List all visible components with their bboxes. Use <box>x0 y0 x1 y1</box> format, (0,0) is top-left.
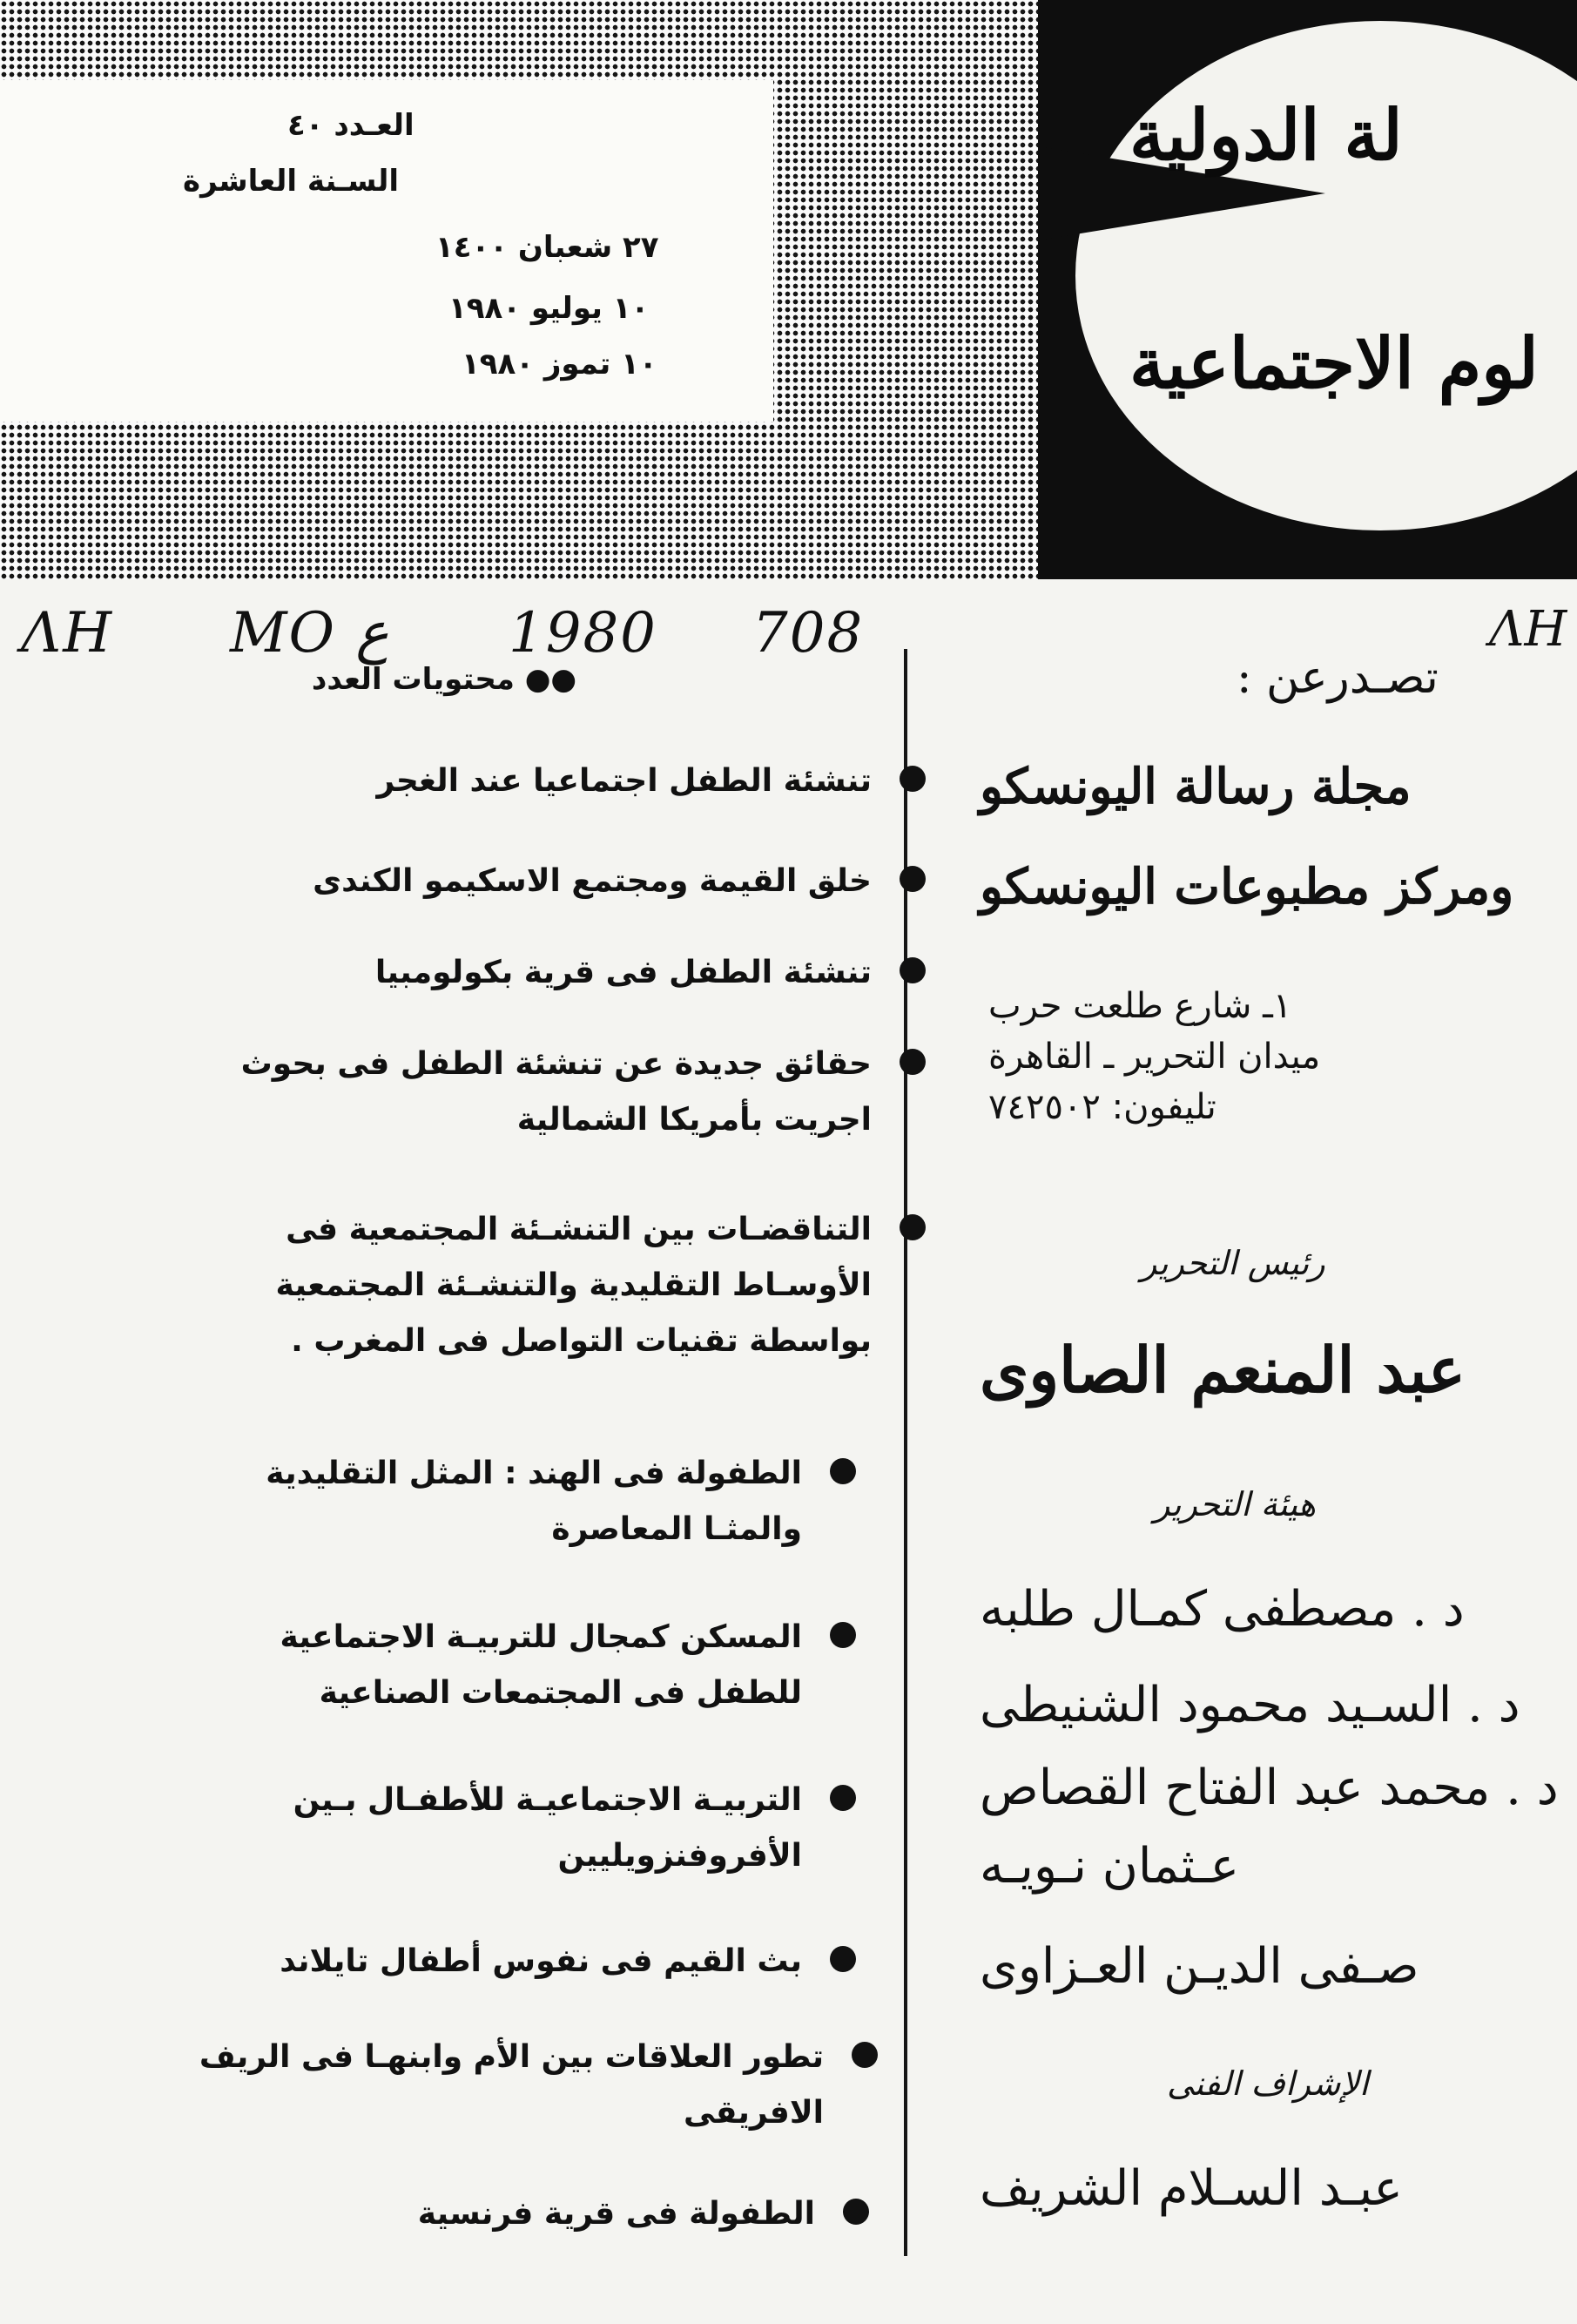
toc-item <box>175 1773 802 1884</box>
bullet-icon <box>900 766 926 792</box>
editor-name: عبد المنعم الصاوى <box>980 1333 1466 1407</box>
board-member: د . مصطفى كمـال طلبه <box>980 1581 1465 1638</box>
masthead-title-line2: لوم الاجتماعية <box>1129 322 1539 404</box>
toc-title: المسكن كمجال للتربيـة الاجتماعية للطفل فى المجتمعات الصناعية <box>280 1619 802 1711</box>
toc-item <box>197 2030 824 2141</box>
publisher-name-line1: مجلة رسالة اليونسكو <box>980 758 1412 815</box>
bullet-icon <box>900 1214 926 1240</box>
publisher-name-line2: ومركز مطبوعات اليونسكو <box>980 858 1514 915</box>
masthead-title-line1: لة الدولية <box>1129 94 1403 176</box>
board-member: د . السـيد محمود الشنيطى <box>980 1677 1520 1733</box>
art-director-label: الإشراف الفنى <box>1167 2064 1369 2103</box>
issue-year: السـنة العاشرة <box>183 164 400 199</box>
editor-label: رئيس التحرير <box>1141 1244 1325 1282</box>
toc-item <box>175 945 872 1001</box>
bullet-icon <box>900 866 926 892</box>
art-director-name: عبـد السـلام الشريف <box>980 2160 1403 2217</box>
toc-item <box>175 1446 802 1557</box>
board-member: عـثمان نـويـه <box>980 1838 1240 1895</box>
toc-title: الطفولة فى قرية فرنسية <box>417 2196 815 2232</box>
handwritten-note <box>21 601 892 671</box>
toc-item <box>188 2186 815 2242</box>
toc-title: تنشئة الطفل اجتماعيا عند الغجر <box>376 763 872 799</box>
issued-by-label: تصـدرعن : <box>1237 652 1439 704</box>
hand-part-3: 1980 <box>509 601 657 665</box>
toc-item <box>175 1610 802 1721</box>
board-member: صـفى الديـن العـزاوى <box>980 1938 1419 1995</box>
board-member: د . محمد عبد الفتاح القصاص <box>980 1760 1559 1816</box>
toc-item <box>175 1934 802 1990</box>
bullet-icon <box>830 1458 856 1484</box>
toc-item <box>175 854 872 909</box>
toc-title: بث القيم فى نفوس أطفال تايلاند <box>280 1943 802 1979</box>
toc-title: الطفولة فى الهند : المثل التقليدية والمثـا المعاصرة <box>266 1456 802 1547</box>
date-hijri: ٢٧ شعبان ١٤٠٠ <box>435 230 659 265</box>
bullet-icon <box>900 1049 926 1075</box>
bullet-icon <box>830 1785 856 1811</box>
toc-item <box>184 1037 872 1148</box>
toc-title: التناقضـات بين التنشـئة المجتمعية فى الأوسـاط التقليدية والتنشـئة المجتمعية بواسطة تقنيات التواصل فى المغرب . <box>275 1212 872 1359</box>
toc-title: خلق القيمة ومجتمع الاسكيمو الكندى <box>313 863 872 899</box>
masthead <box>1038 0 1577 579</box>
contents-heading: ●● محتويات العدد <box>311 662 577 697</box>
hand-part-2: MO ع <box>230 601 389 665</box>
bullet-icon <box>900 957 926 983</box>
bullet-icon <box>830 1946 856 1972</box>
bullet-icon <box>830 1622 856 1648</box>
toc-title: تنشئة الطفل فى قرية بكولومبيا <box>374 955 872 990</box>
phone: تليفون: ٧٤٢٥٠٢ <box>988 1087 1216 1127</box>
issue-info-box <box>0 80 773 422</box>
toc-item <box>184 1202 872 1369</box>
toc-title: التربيـة الاجتماعيـة للأطفـال بـين الأفروفنزويليين <box>293 1782 802 1874</box>
bullet-icon <box>843 2199 869 2225</box>
hand-part-1: ΛΗ <box>21 601 114 665</box>
toc-title: تطور العلاقات بين الأم وابنهـا فى الريف الافريقى <box>199 2039 824 2131</box>
board-label: هيئة التحرير <box>1154 1485 1317 1523</box>
hand-part-4: 708 <box>752 601 865 665</box>
date-gregorian: ١٠ يوليو ١٩٨٠ <box>448 291 650 326</box>
address-line1: ١ـ شارع طلعت حرب <box>988 986 1292 1026</box>
toc-title: حقائق جديدة عن تنشئة الطفل فى بحوث اجريت بأمريكا الشمالية <box>240 1046 872 1138</box>
issue-number: العـدد ٤٠ <box>287 108 414 143</box>
address-line2: ميدان التحرير ـ القاهرة <box>988 1037 1321 1077</box>
toc-item <box>175 753 872 809</box>
date-syriac: ١٠ تموز ١٩٨٠ <box>462 347 657 382</box>
hand-part-5: ΛΗ <box>1489 601 1567 658</box>
bullet-icon <box>852 2042 878 2068</box>
